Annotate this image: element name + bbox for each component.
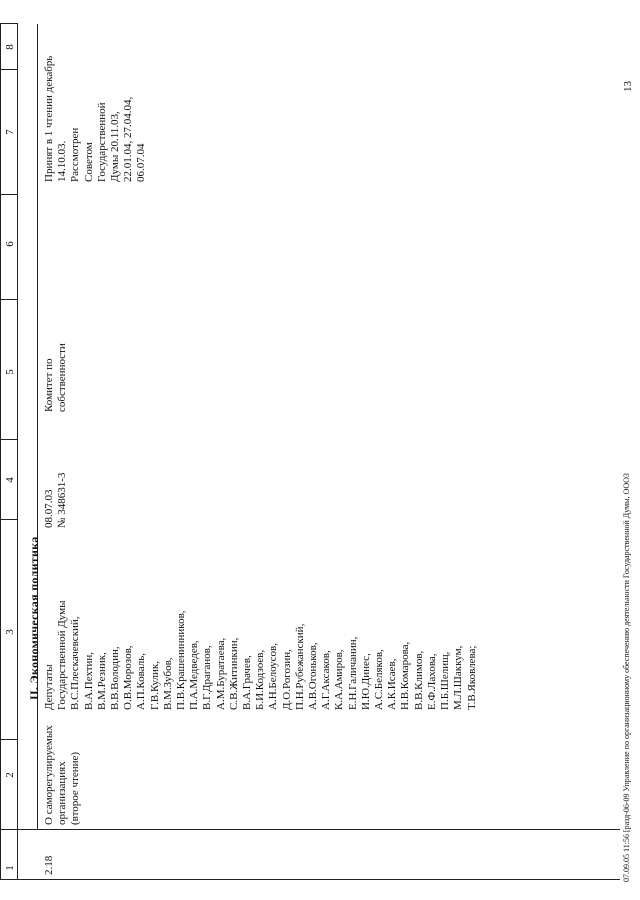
author-line: С.В.Житинкин, xyxy=(227,637,240,710)
status-line: Государственной xyxy=(95,102,108,182)
status-line: 06.07.04 xyxy=(135,143,148,182)
author-line: П.Б.Шелищ, xyxy=(439,651,452,710)
col-border-6 xyxy=(0,299,18,300)
col-border-7 xyxy=(0,194,18,195)
author-line: А.Г.Аксаков, xyxy=(320,650,333,710)
author-line: Т.В.Яковлева; xyxy=(465,645,478,710)
bill-title xyxy=(43,725,83,825)
author-line: Государственной Думы xyxy=(56,600,69,710)
author-line: П.А.Медведев, xyxy=(188,640,201,710)
col-border-1 xyxy=(0,879,620,880)
col-border-4 xyxy=(0,519,18,520)
footer-text: 07.09.05 11:56 [разд-06-09 Управление по организационному обеспечению деятельности Государственной Думы, ООО3 xyxy=(622,473,631,882)
author-line: Д.О.Рогозин, xyxy=(280,649,293,710)
header-col-6: 6 xyxy=(4,241,16,247)
author-line: В.А.Пехтин, xyxy=(82,651,95,710)
author-line: Н.В.Комарова, xyxy=(399,641,412,710)
committee-line: Комитет по xyxy=(43,358,55,412)
col-border-3 xyxy=(0,739,18,740)
author-line: А.М.Буратаева, xyxy=(214,637,227,710)
author-line: А.П.Коваль, xyxy=(135,653,148,710)
bill-number: № 348631-3 xyxy=(56,472,69,528)
author-line: А.К.Исаев, xyxy=(386,658,399,710)
row-number: 2.18 xyxy=(43,855,55,875)
bill-title-line: (второе чтение) xyxy=(69,751,82,825)
author-line: К.А.Амиров, xyxy=(333,649,346,710)
introduction-date xyxy=(43,473,69,528)
col-border-end xyxy=(0,23,18,24)
status-notes xyxy=(43,56,149,182)
status-line: 14.10.03. xyxy=(56,140,69,182)
author-line: Б.И.Кодзоев, xyxy=(254,649,267,710)
author-line: В.В.Володин, xyxy=(109,646,122,710)
status-line: 22.01.04, 27.04.04, xyxy=(122,96,135,182)
section-row-border xyxy=(37,24,38,830)
col-border-2 xyxy=(0,829,620,830)
status-line: Принят в 1 чтении декабрь xyxy=(43,55,55,182)
author-line: Е.Н.Галичанин, xyxy=(346,636,359,710)
bill-title-line: организациях xyxy=(56,761,69,825)
header-col-1: 1 xyxy=(4,865,16,871)
author-line: В.Г.Драганов, xyxy=(201,645,214,710)
header-col-7: 7 xyxy=(4,129,16,135)
bill-title-line: О саморегулируемых xyxy=(43,725,55,825)
author-line: Е.Ф.Лахова, xyxy=(425,653,438,710)
status-line: Рассмотрен xyxy=(69,127,82,182)
status-line: Советом xyxy=(82,142,95,182)
author-line: В.С.Плескачевский, xyxy=(69,616,82,710)
authors-list xyxy=(43,600,479,710)
col-border-5 xyxy=(0,439,18,440)
header-col-2: 2 xyxy=(4,772,16,778)
page-number: 13 xyxy=(622,81,634,92)
committee-line: собственности xyxy=(56,343,69,412)
date-line: 08.07.03 xyxy=(43,489,55,528)
author-line: И.Ю.Динес, xyxy=(359,653,372,710)
author-line: Депутаты xyxy=(43,664,55,710)
header-col-8: 8 xyxy=(4,44,16,50)
author-line: О.В.Морозов, xyxy=(122,645,135,710)
header-col-4: 4 xyxy=(4,477,16,483)
author-line: М.Л.Шаккум, xyxy=(452,645,465,710)
author-line: В.М.Зубов, xyxy=(161,657,174,710)
author-line: В.В.Климов, xyxy=(412,650,425,710)
author-line: Г.В.Кулик, xyxy=(148,661,161,710)
header-col-5: 5 xyxy=(4,369,16,375)
author-line: А.С.Беляков, xyxy=(373,649,386,710)
committee xyxy=(43,343,69,412)
status-line: Думы 20.11.03, xyxy=(109,111,122,182)
header-row-border xyxy=(17,24,18,880)
author-line: В.А.Грачев, xyxy=(241,655,254,710)
table-top-border xyxy=(0,24,1,880)
section-title: II. Экономическая политика xyxy=(27,536,41,700)
author-line: В.М.Резник, xyxy=(95,652,108,710)
author-line: А.В.Огоньков, xyxy=(307,642,320,710)
author-line: П.Н.Рубежанский, xyxy=(293,623,306,710)
author-line: А.Н.Белоусов, xyxy=(267,643,280,710)
header-col-3: 3 xyxy=(4,629,16,635)
col-border-8 xyxy=(0,69,18,70)
author-line: П.В.Крашенинников, xyxy=(175,610,188,710)
